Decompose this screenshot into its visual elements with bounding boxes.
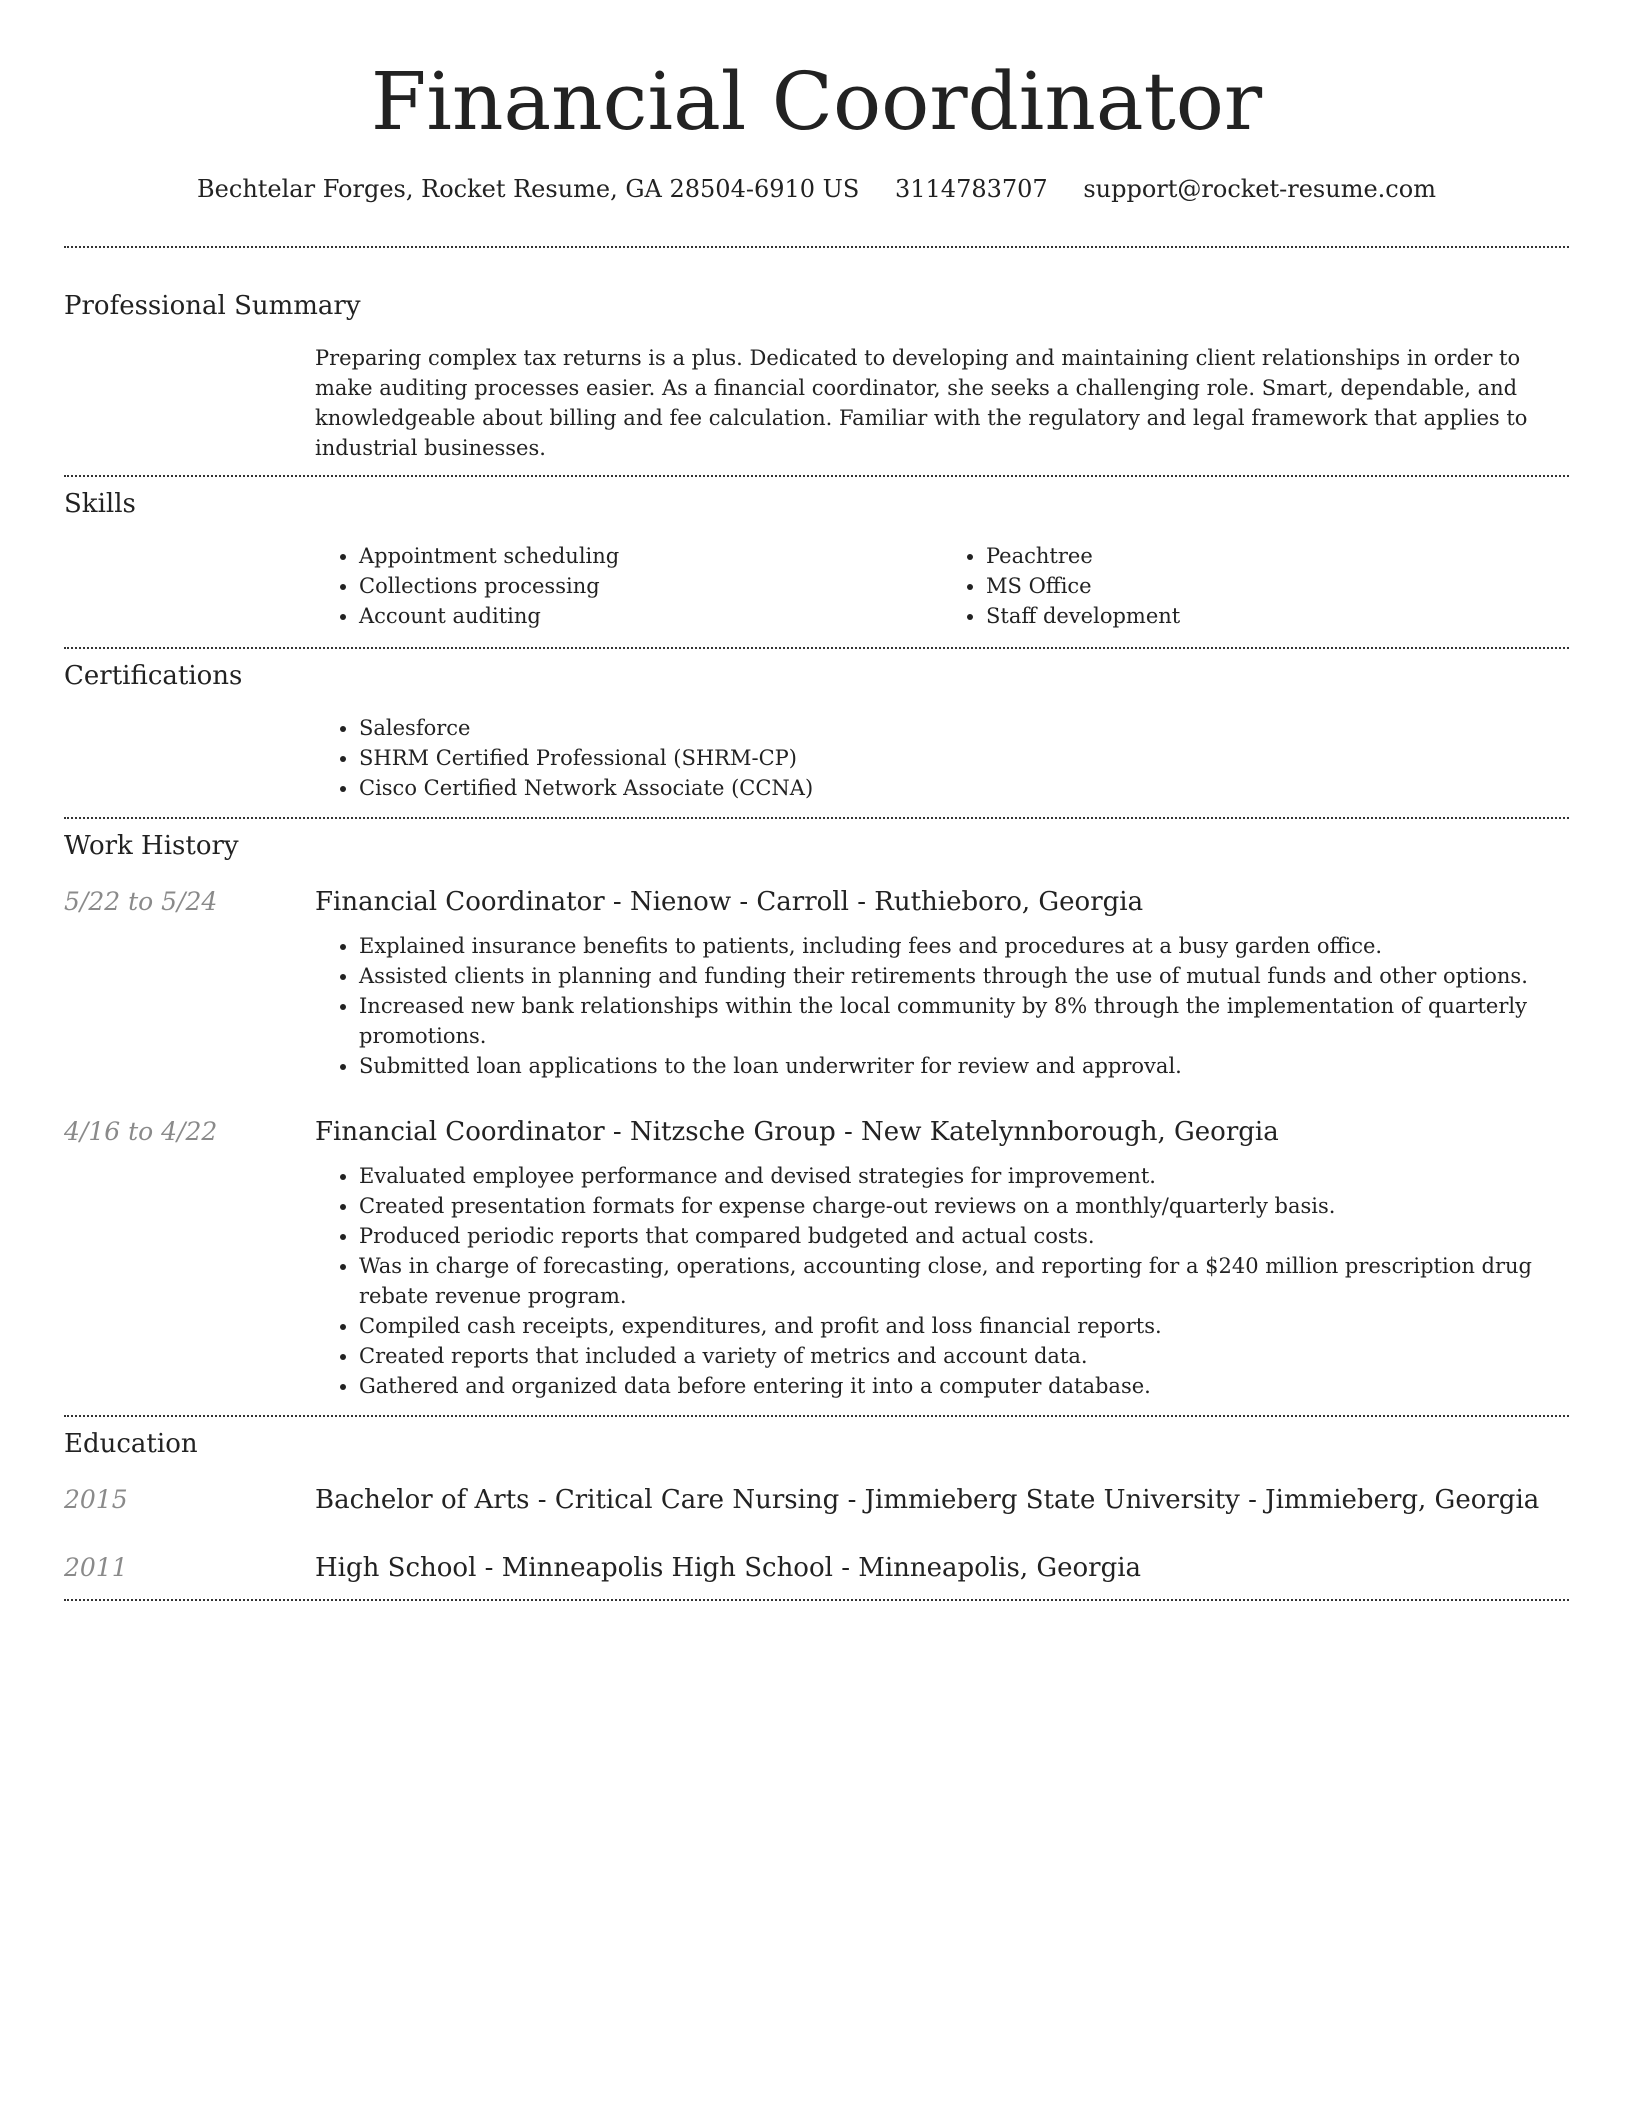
job-entry <box>64 1115 1569 1401</box>
job-bullets <box>315 1161 1569 1401</box>
summary-text: Preparing complex tax returns is a plus. Dedicated to developing and maintaining client relationships in order to make auditing processes easier. As a financial coordinator, she seeks a challenging role. Smart, dependable, and knowledgeable about billing and fee calculation. Familiar with the regulatory and legal framework that applies to industrial businesses. <box>315 346 1528 460</box>
job-bullet: • Gathered and organized data before entering it into a computer database. <box>359 1371 1569 1401</box>
job-bullet: • Created reports that included a variety of metrics and account data. <box>359 1341 1569 1371</box>
skills-heading: Skills <box>64 489 136 519</box>
job-bullet: • Created presentation formats for expense charge-out reviews on a monthly/quarterly basis. <box>359 1191 1569 1221</box>
certifications-list <box>315 713 1569 803</box>
certifications-section <box>64 659 1569 803</box>
job-heading: Financial Coordinator - Nienow - Carroll - Ruthieboro, Georgia <box>315 887 1144 917</box>
job-bullet: • Evaluated employee performance and devised strategies for improvement. <box>359 1161 1569 1191</box>
skill-item: • Collections processing <box>359 571 942 601</box>
certification-item: • Salesforce <box>359 713 1569 743</box>
skills-list-right <box>942 541 1569 631</box>
section-divider <box>64 246 1569 248</box>
skill-item: • Account auditing <box>359 601 942 631</box>
education-year: 2015 <box>64 1485 128 1514</box>
job-bullet: • Compiled cash receipts, expenditures, and profit and loss financial reports. <box>359 1311 1569 1341</box>
resume-page <box>64 0 1569 1601</box>
education-year: 2011 <box>64 1553 128 1582</box>
job-bullet: • Increased new bank relationships within the local community by 8% through the implementation of quarterly promotions. <box>359 991 1569 1051</box>
summary-section <box>64 289 1569 463</box>
contact-line <box>64 172 1569 206</box>
education-section <box>64 1427 1569 1585</box>
skill-item: • Staff development <box>986 601 1569 631</box>
job-details <box>315 931 1569 1081</box>
job-bullet: • Explained insurance benefits to patients, including fees and procedures at a busy garden office. <box>359 931 1569 961</box>
job-dates: 4/16 to 4/22 <box>64 1117 218 1146</box>
skill-item: • Appointment scheduling <box>359 541 942 571</box>
education-details: High School - Minneapolis High School - Minneapolis, Georgia <box>315 1553 1142 1583</box>
job-bullet: • Assisted clients in planning and funding their retirements through the use of mutual funds and other options. <box>359 961 1569 991</box>
summary-heading: Professional Summary <box>64 291 361 321</box>
section-divider <box>64 647 1569 649</box>
skills-list-left <box>315 541 942 631</box>
section-divider <box>64 817 1569 819</box>
job-heading: Financial Coordinator - Nitzsche Group - New Katelynnborough, Georgia <box>315 1117 1279 1147</box>
work-history-section <box>64 829 1569 1401</box>
work-history-heading: Work History <box>64 831 239 861</box>
education-details: Bachelor of Arts - Critical Care Nursing - Jimmieberg State University - Jimmieberg, Georgia <box>315 1485 1540 1515</box>
contact-phone: 3114783707 <box>894 175 1048 203</box>
education-entry <box>64 1483 1569 1517</box>
job-bullet: • Submitted loan applications to the loan underwriter for review and approval. <box>359 1051 1569 1081</box>
education-heading: Education <box>64 1429 198 1459</box>
section-divider <box>64 1599 1569 1601</box>
certification-item: • SHRM Certified Professional (SHRM-CP) <box>359 743 1569 773</box>
job-bullet: • Produced periodic reports that compared budgeted and actual costs. <box>359 1221 1569 1251</box>
job-bullets <box>315 931 1569 1081</box>
section-divider <box>64 475 1569 477</box>
skills-grid <box>315 541 1569 631</box>
certifications-body <box>315 713 1569 803</box>
job-header <box>64 1115 1569 1149</box>
job-entry <box>64 885 1569 1081</box>
skills-section <box>64 487 1569 631</box>
contact-email: support@rocket-resume.com <box>1083 175 1436 203</box>
certification-item: • Cisco Certified Network Associate (CCNA) <box>359 773 1569 803</box>
job-bullet: • Was in charge of forecasting, operations, accounting close, and reporting for a $240 million prescription drug rebate revenue program. <box>359 1251 1569 1311</box>
skill-item: • Peachtree <box>986 541 1569 571</box>
education-entry <box>64 1551 1569 1585</box>
job-details <box>315 1161 1569 1401</box>
contact-address: Bechtelar Forges, Rocket Resume, GA 28504-6910 US <box>197 175 860 203</box>
skill-item: • MS Office <box>986 571 1569 601</box>
resume-name-title: Financial Coordinator <box>370 55 1263 148</box>
section-divider <box>64 1415 1569 1417</box>
job-dates: 5/22 to 5/24 <box>64 887 218 916</box>
job-header <box>64 885 1569 919</box>
certifications-heading: Certifications <box>64 661 243 691</box>
